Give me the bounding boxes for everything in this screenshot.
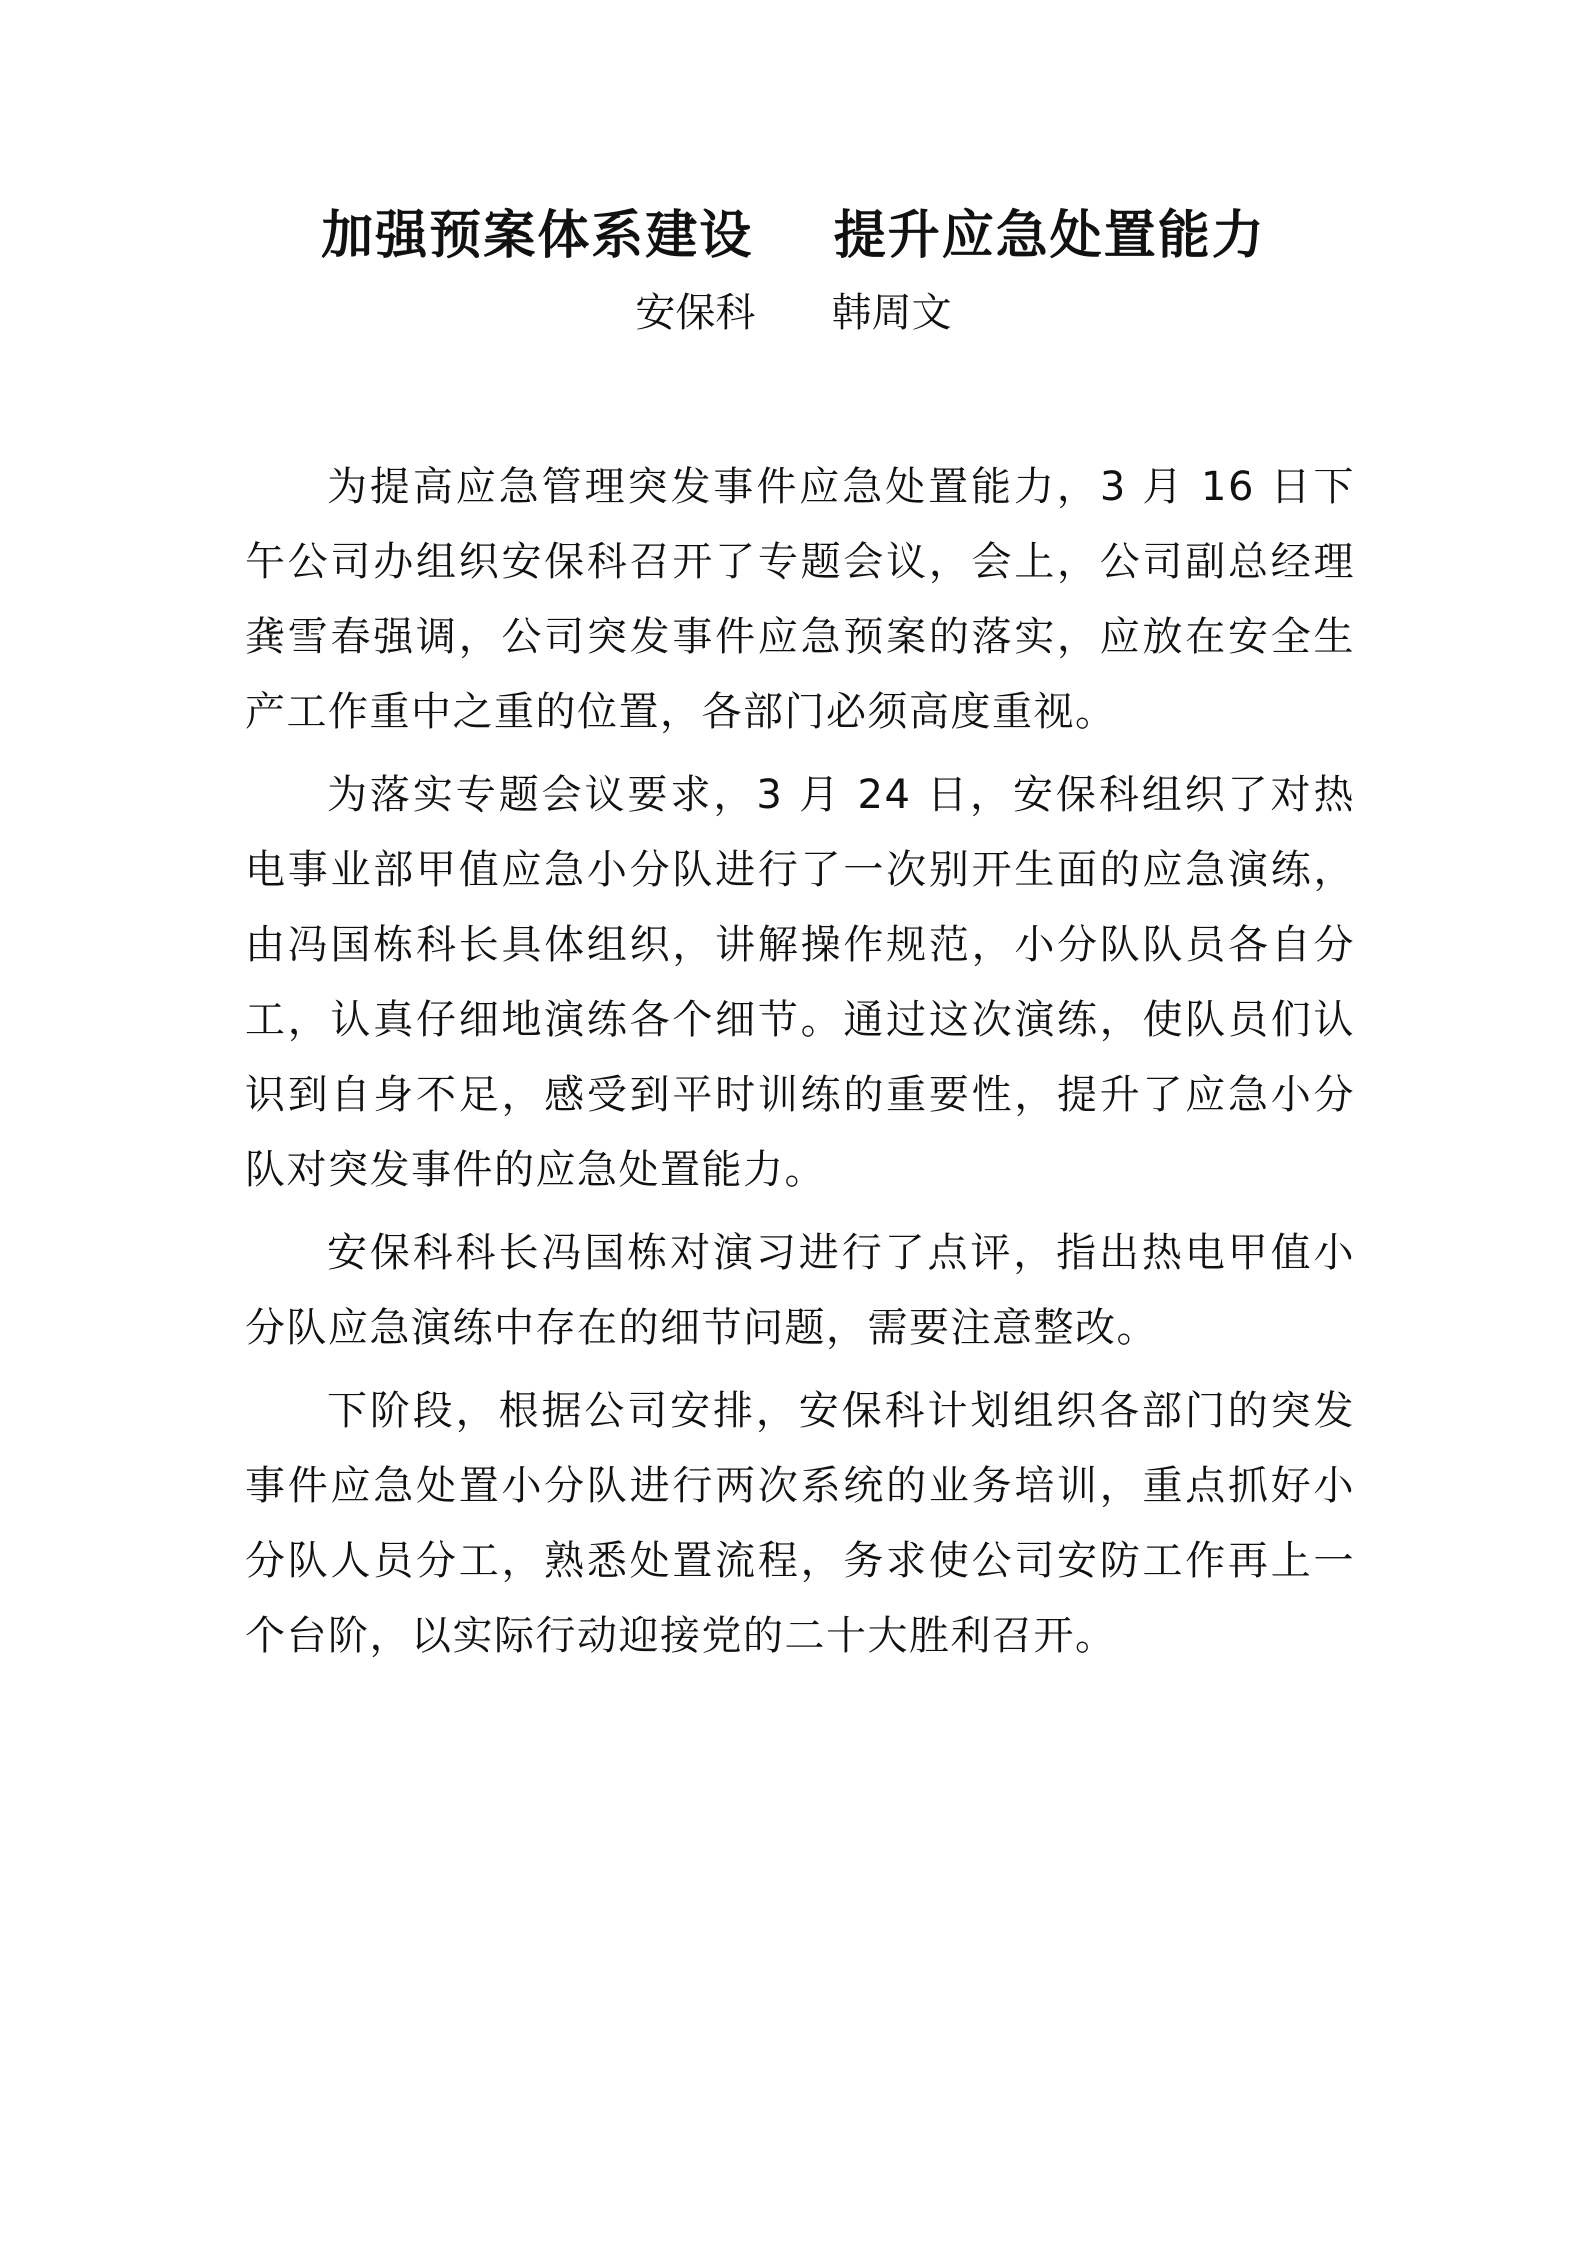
paragraph: 为落实专题会议要求，3 月 24 日，安保科组织了对热电事业部甲值应急小分队进行了一次别开生面的应急演练，由冯国栋科长具体组织，讲解操作规范，小分队队员各自分工，认真仔细地演练各个细节。通过这次演练，使队员们认识到自身不足，感受到平时训练的重要性，提升了应急小分队对突发事件的应急处置能力。 xyxy=(245,772,1355,1193)
author-byline: 安保科 韩周文 xyxy=(635,290,952,336)
paragraph: 安保科科长冯国栋对演习进行了点评，指出热电甲值小分队应急演练中存在的细节问题，需要注意整改。 xyxy=(245,1230,1355,1351)
document-body xyxy=(245,450,1355,1682)
paragraph: 下阶段，根据公司安排，安保科计划组织各部门的突发事件应急处置小分队进行两次系统的业务培训，重点抓好小分队人员分工，熟悉处置流程，务求使公司安防工作再上一个台阶，以实际行动迎接党的二十大胜利召开。 xyxy=(245,1388,1355,1659)
paragraph: 为提高应急管理突发事件应急处置能力，3 月 16 日下午公司办组织安保科召开了专题会议，会上，公司副总经理龚雪春强调，公司突发事件应急预案的落实，应放在安全生产工作重中之重的位置，各部门必须高度重视。 xyxy=(245,464,1355,735)
document-title: 加强预案体系建设 提升应急处置能力 xyxy=(321,205,1266,266)
